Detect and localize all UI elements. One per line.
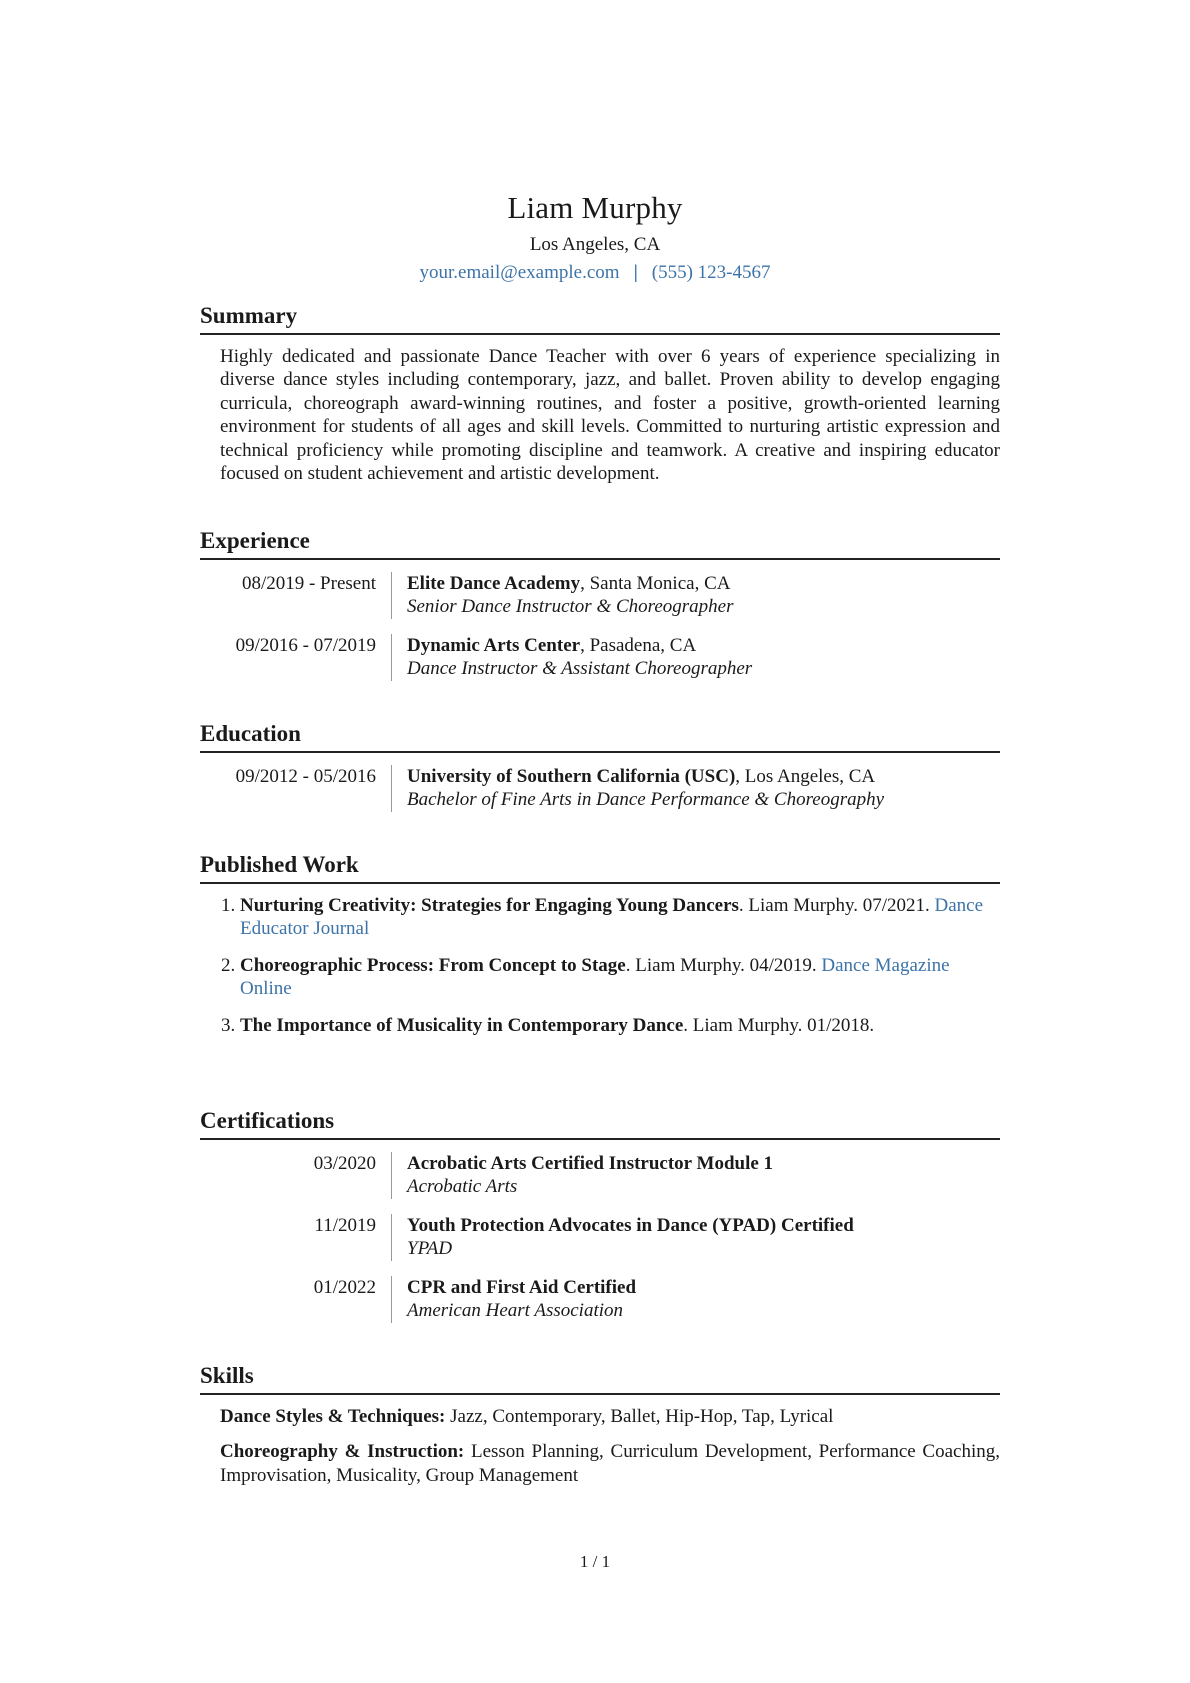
entry-date: 09/2012 - 05/2016 xyxy=(235,765,376,787)
publication-list xyxy=(200,894,1000,1038)
experience-entry xyxy=(200,572,1000,619)
contact-separator: | xyxy=(633,262,638,283)
publication-item xyxy=(240,894,1000,941)
publication-venue-link[interactable]: Dance Magazine Online xyxy=(240,954,950,1000)
certification-entry xyxy=(200,1152,1000,1199)
skills-section xyxy=(200,1362,1000,1487)
section-title-published: Published Work xyxy=(200,851,1000,884)
entry-date: 09/2016 - 07/2019 xyxy=(235,634,376,656)
publication-meta: . Liam Murphy. 07/2021. xyxy=(738,894,935,916)
page-number: 1 / 1 xyxy=(579,1552,611,1571)
entry-org: Dynamic Arts Center xyxy=(407,634,581,656)
email-link[interactable]: your.email@example.com xyxy=(419,262,620,283)
skill-value: Jazz, Contemporary, Ballet, Hip-Hop, Tap, Lyrical xyxy=(445,1405,834,1427)
publication-venue-link[interactable]: Dance Educator Journal xyxy=(240,894,984,940)
entry-org: University of Southern California (USC) xyxy=(407,765,736,787)
certification-issuer: YPAD xyxy=(407,1238,453,1260)
summary-section xyxy=(200,302,1000,486)
certification-name: Acrobatic Arts Certified Instructor Module 1 xyxy=(407,1152,774,1174)
entry-body xyxy=(391,1276,636,1323)
skill-row xyxy=(220,1405,1000,1429)
section-title-experience: Experience xyxy=(200,527,1000,560)
entry-place: , Santa Monica, CA xyxy=(580,572,731,594)
phone-link[interactable]: (555) 123-4567 xyxy=(651,262,771,283)
publication-item xyxy=(240,1014,1000,1038)
publication-title: Nurturing Creativity: Strategies for Engaging Young Dancers xyxy=(240,894,739,916)
section-title-education: Education xyxy=(200,720,1000,753)
education-section xyxy=(200,720,1000,812)
entry-place: , Pasadena, CA xyxy=(580,634,697,656)
certification-name: CPR and First Aid Certified xyxy=(407,1276,637,1298)
certifications-section xyxy=(200,1107,1000,1323)
candidate-name: Liam Murphy xyxy=(507,190,683,225)
entry-role: Bachelor of Fine Arts in Dance Performance & Choreography xyxy=(407,789,885,811)
entry-body xyxy=(391,1214,854,1261)
certification-issuer: Acrobatic Arts xyxy=(407,1176,518,1198)
certification-issuer: American Heart Association xyxy=(407,1300,624,1322)
publication-item xyxy=(240,954,1000,1001)
publication-meta: . Liam Murphy. 04/2019. xyxy=(625,954,822,976)
entry-role: Senior Dance Instructor & Choreographer xyxy=(407,596,734,618)
certification-name: Youth Protection Advocates in Dance (YPAD) Certified xyxy=(407,1214,854,1236)
certification-entry xyxy=(200,1214,1000,1261)
certification-entry xyxy=(200,1276,1000,1323)
entry-date: 08/2019 - Present xyxy=(241,572,376,594)
entry-date: 01/2022 xyxy=(313,1276,376,1298)
education-entry xyxy=(200,765,1000,812)
entry-body xyxy=(391,634,752,681)
skill-row xyxy=(220,1440,1000,1487)
skill-label: Choreography & Instruction: xyxy=(220,1441,465,1463)
experience-section xyxy=(200,527,1000,681)
published-section xyxy=(200,851,1000,1050)
candidate-location: Los Angeles, CA xyxy=(529,234,661,255)
entry-body xyxy=(391,572,734,619)
skill-value: Lesson Planning, Curriculum Development, Performance Coaching, Improvisation, Musicality, Group Management xyxy=(220,1441,1000,1486)
experience-entry xyxy=(200,634,1000,681)
entry-org: Elite Dance Academy xyxy=(407,572,581,594)
section-title-skills: Skills xyxy=(200,1362,1000,1395)
entry-body xyxy=(391,765,884,812)
entry-place: , Los Angeles, CA xyxy=(735,765,876,787)
entry-role: Dance Instructor & Assistant Choreographer xyxy=(407,658,753,680)
summary-text: Highly dedicated and passionate Dance Teacher with over 6 years of experience specializing in diverse dance styles including contemporary, jazz, and ballet. Proven ability to develop engaging curricula, choreograph award-winning routines, and foster a positive, growth-oriented learning environment for students of all ages and skill levels. Committed to nurturing artistic expression and technical proficiency while promoting discipline and teamwork. A creative and inspiring educator focused on student achievement and artistic development. xyxy=(220,345,1000,485)
section-title-summary: Summary xyxy=(200,302,1000,335)
entry-date: 03/2020 xyxy=(313,1152,376,1174)
entry-body xyxy=(391,1152,773,1199)
publication-title: Choreographic Process: From Concept to Stage xyxy=(240,954,626,976)
skill-label: Dance Styles & Techniques: xyxy=(220,1405,446,1427)
contact-line xyxy=(0,262,1190,284)
entry-date: 11/2019 xyxy=(314,1214,376,1236)
publication-meta: . Liam Murphy. 01/2018. xyxy=(683,1014,875,1036)
publication-title: The Importance of Musicality in Contemporary Dance xyxy=(240,1014,684,1036)
section-title-certifications: Certifications xyxy=(200,1107,1000,1140)
